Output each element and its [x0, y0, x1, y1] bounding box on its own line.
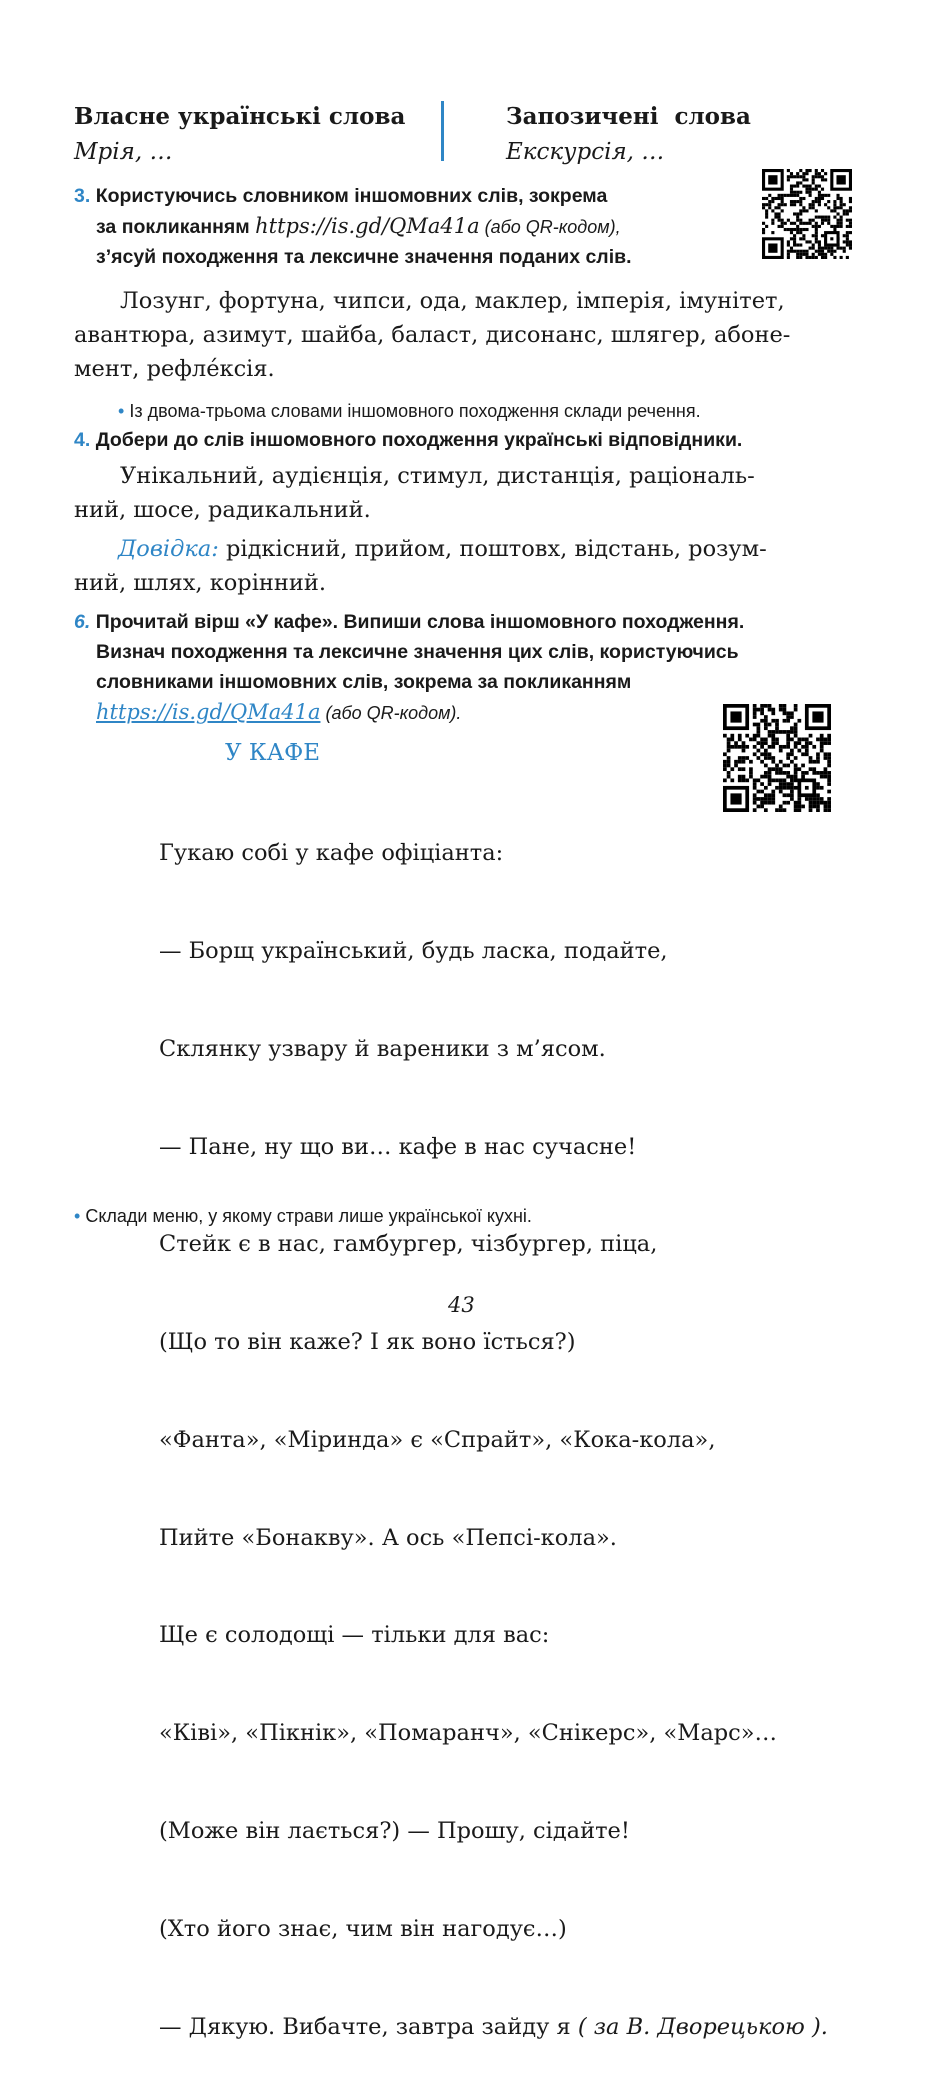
- task-6-line2: Визнач походження та лексичне значення цих слів, користуючись: [96, 641, 739, 663]
- poem-line: «Ківі», «Пікнік», «Помаранч», «Снікерс», «Марс»…: [159, 1720, 778, 1747]
- hint-label: Довідка:: [118, 536, 219, 562]
- poem-line: — Дякую. Вибачте, завтра зайду я: [159, 2013, 571, 2040]
- poem-line: Склянку узвару й вареники з м’ясом.: [159, 1035, 606, 1062]
- poem-line: Ще є солодощі — тільки для вас:: [159, 1622, 550, 1649]
- poem-line: — Пане, ну що ви… кафе в нас сучасне!: [159, 1133, 637, 1160]
- poem-line: Стейк є в нас, гамбургер, чізбургер, піца,: [159, 1231, 658, 1258]
- task-3: [74, 181, 754, 272]
- hint-line1: рідкісний, прийом, поштовх, відстань, розум-: [218, 536, 767, 562]
- task-3-link[interactable]: https://is.gd/QMa41a: [255, 214, 480, 238]
- task-6-note: (або QR-кодом).: [320, 703, 462, 723]
- poem-title: У КАФЕ: [225, 740, 321, 766]
- poem-line: (Що то він каже? І як воно їсться?): [159, 1329, 576, 1356]
- words-3: [74, 284, 864, 386]
- words-3-line2: авантюра, азимут, шайба, баласт, дисонанс, шлягер, абоне-: [74, 322, 791, 348]
- task-3-line1: Користуючись словником іншомовних слів, зокрема: [95, 185, 608, 207]
- right-column-heading: Запозичені слова: [506, 103, 751, 130]
- task-3-line2: за покликанням: [96, 216, 256, 238]
- poem-line: (Хто його знає, чим він нагодує…): [159, 1915, 567, 1942]
- task-3-line3: з’ясуй походження та лексичне значення поданих слів.: [96, 246, 632, 268]
- bullet-3: • Із двома-трьома словами іншомовного походження склади речення.: [118, 401, 701, 421]
- words-4: [74, 459, 864, 527]
- poem-line: (Може він лається?) — Прошу, сідайте!: [159, 1818, 630, 1844]
- poem-line: Пийте «Бонакву». А ось «Пепсі-кола».: [159, 1524, 617, 1551]
- page-number: 43: [448, 1293, 475, 1317]
- task-6-link[interactable]: https://is.gd/QMa41a: [96, 700, 321, 724]
- poem-line: «Фанта», «Міринда» є «Спрайт», «Кока-кола»,: [159, 1426, 716, 1453]
- task-4-text: Добери до слів іншомовного походження українські відповідники.: [95, 429, 743, 451]
- task-4: [74, 425, 742, 455]
- poem-line: — Борщ український, будь ласка, подайте,: [159, 937, 668, 964]
- poem-line: Гукаю собі у кафе офіціанта:: [159, 840, 504, 867]
- poem-attribution: ( за В. Дворецькою ).: [570, 2013, 828, 2040]
- words-4-line1: Унікальний, аудієнція, стимул, дистанція, раціональ-: [120, 463, 755, 489]
- hint: [74, 532, 864, 600]
- left-column-heading: Власне українські слова: [74, 103, 406, 130]
- poem-body: [159, 772, 828, 2076]
- bullet-final: • Склади меню, у якому страви лише української кухні.: [74, 1206, 532, 1226]
- bullet-3-text: Із двома-трьома словами іншомовного походження склади речення.: [129, 401, 701, 421]
- task-6-number: 6.: [74, 611, 91, 633]
- task-6-line1: Прочитай вірш «У кафе». Випиши слова іншомовного походження.: [95, 611, 745, 633]
- words-4-line2: ний, шосе, радикальний.: [74, 497, 371, 523]
- task-4-number: 4.: [74, 429, 91, 451]
- left-column-example: Мрія, …: [74, 139, 173, 165]
- column-divider: [441, 101, 444, 161]
- task-6-line3: словниками іншомовних слів, зокрема за покликанням: [96, 671, 632, 693]
- qr-code-icon[interactable]: [762, 169, 852, 259]
- words-3-line1: Лозунг, фортуна, чипси, ода, маклер, імперія, імунітет,: [120, 288, 785, 314]
- task-3-number: 3.: [74, 185, 91, 207]
- bullet-final-text: Склади меню, у якому страви лише української кухні.: [85, 1206, 532, 1226]
- words-3-line3: мент, рефле́ксія.: [74, 356, 275, 382]
- right-column-example: Екскурсія, …: [506, 139, 665, 165]
- task-3-note: (або QR-кодом),: [479, 217, 621, 237]
- hint-line2: ний, шлях, корінний.: [74, 570, 327, 596]
